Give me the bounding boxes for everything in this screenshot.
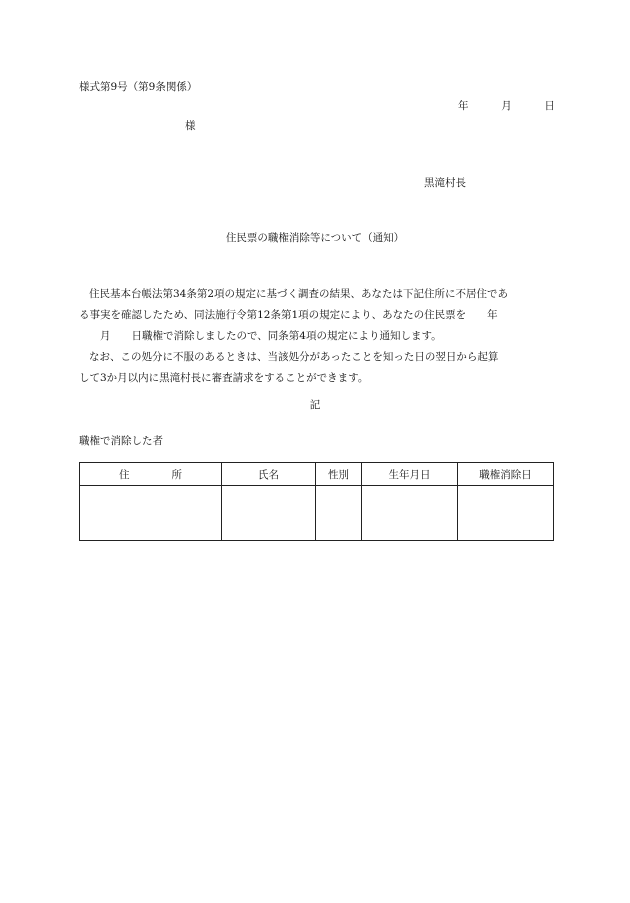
header-name: 氏名 <box>222 463 316 486</box>
body-paragraph-1 <box>79 284 553 347</box>
body-line: して3か月以内に黒滝村長に審査請求をすることができます。 <box>79 372 369 384</box>
table-row <box>80 486 554 541</box>
document-title: 住民票の職権消除等について（通知） <box>225 232 405 244</box>
date-year-label: 年 <box>458 100 469 112</box>
header-removal-date: 職権消除日 <box>458 463 554 486</box>
table-header-row <box>80 463 554 486</box>
cell-name <box>222 486 316 541</box>
notice-body <box>79 284 553 389</box>
issuer-name: 黒滝村長 <box>424 177 466 189</box>
header-gender: 性別 <box>316 463 362 486</box>
date-line <box>458 101 555 112</box>
body-line: る事実を確認したため、同法施行令第12条第1項の規定により、あなたの住民票を 年 <box>79 309 498 321</box>
body-line: 月 日職権で消除しましたので、同条第4項の規定により通知します。 <box>79 330 442 342</box>
header-birthdate: 生年月日 <box>362 463 458 486</box>
cell-birthdate <box>362 486 458 541</box>
removed-person-table <box>79 462 554 541</box>
body-line: 住民基本台帳法第34条第2項の規定に基づく調査の結果、あなたは下記住所に不居住であ <box>89 288 509 300</box>
ki-heading: 記 <box>309 399 321 411</box>
date-month-label: 月 <box>501 100 512 112</box>
header-address: 住 所 <box>80 463 222 486</box>
table-caption: 職権で消除した者 <box>79 435 163 447</box>
cell-address <box>80 486 222 541</box>
form-number-label: 様式第9号（第9条関係） <box>79 81 198 93</box>
cell-gender <box>316 486 362 541</box>
addressee-honorific: 様 <box>185 120 196 132</box>
cell-removal-date <box>458 486 554 541</box>
date-day-label: 日 <box>544 100 555 112</box>
body-paragraph-2 <box>79 347 553 389</box>
body-line: なお、この処分に不服のあるときは、当該処分があったことを知った日の翌日から起算 <box>89 351 499 363</box>
